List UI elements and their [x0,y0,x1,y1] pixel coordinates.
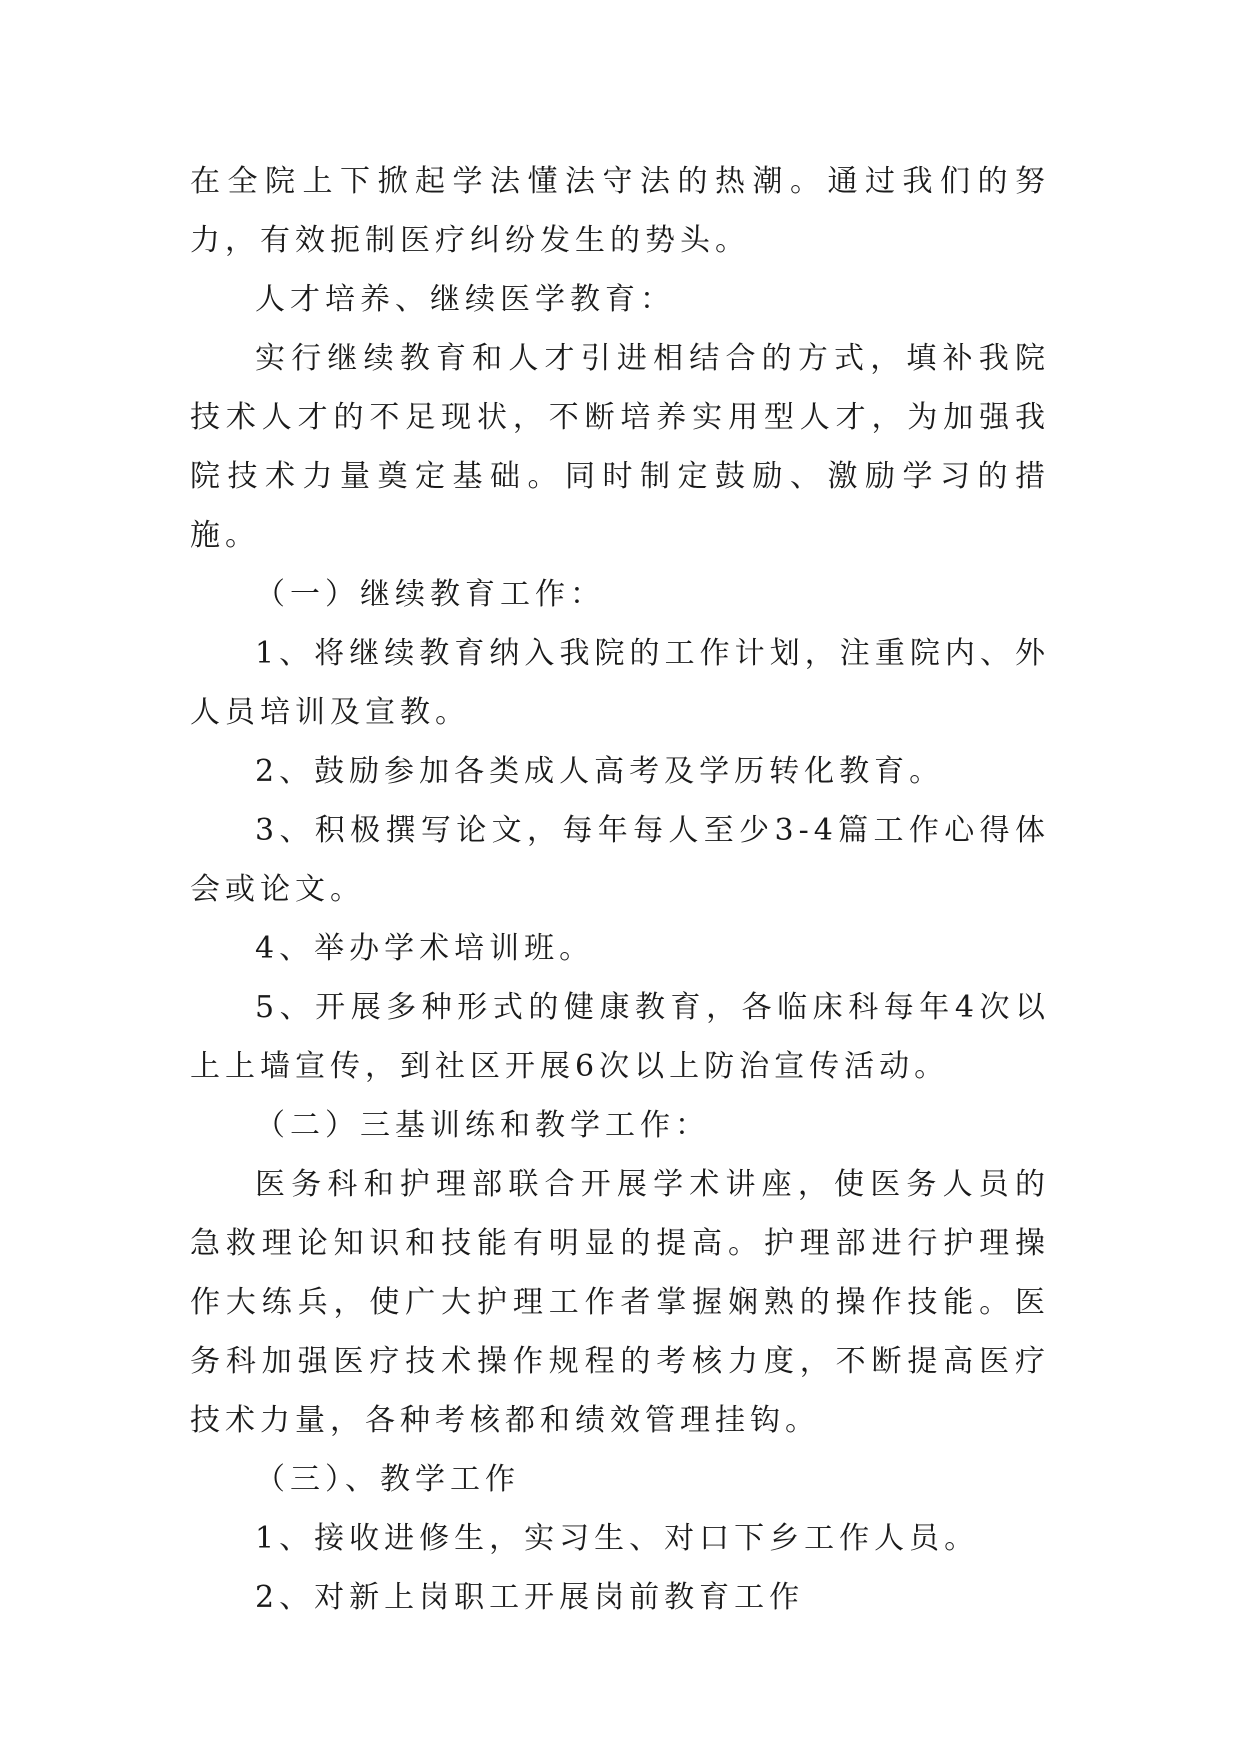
teaching-item-2: 2、对新上岗职工开展岗前教育工作 [255,1580,805,1615]
list-item-1: 1、将继续教育纳入我院的工作计划，注重院内、外人员培训及宣教。 [190,636,1050,730]
document-body [190,152,1050,1627]
subheading-three-basics: （二）三基训练和教学工作： [255,1108,710,1143]
teaching-item-1: 1、接收进修生，实习生、对口下乡工作人员。 [255,1521,980,1556]
list-item-5: 5、开展多种形式的健康教育，各临床科每年4次以上上墙宣传，到社区开展6次以上防治宣传活动。 [190,990,1050,1084]
list-item-3: 3、积极撰写论文，每年每人至少3-4篇工作心得体会或论文。 [190,813,1050,907]
paragraph-three-basics: 医务科和护理部联合开展学术讲座，使医务人员的急救理论知识和技能有明显的提高。护理部进行护理操作大练兵，使广大护理工作者掌握娴熟的操作技能。医务科加强医疗技术操作规程的考核力度，不断提高医疗技术力量，各种考核都和绩效管理挂钩。 [190,1167,1050,1438]
list-item-2: 2、鼓励参加各类成人高考及学历转化教育。 [255,754,945,789]
subheading-teaching: （三）、教学工作 [255,1462,520,1497]
subheading-continuing-education: （一）继续教育工作： [255,577,605,612]
paragraph-law-awareness: 在全院上下掀起学法懂法守法的热潮。通过我们的努力，有效扼制医疗纠纷发生的势头。 [190,164,1050,258]
heading-talent-training: 人才培养、继续医学教育： [255,282,675,317]
paragraph-talent-approach: 实行继续教育和人才引进相结合的方式，填补我院技术人才的不足现状，不断培养实用型人才，为加强我院技术力量奠定基础。同时制定鼓励、激励学习的措施。 [190,341,1050,553]
list-item-4: 4、举办学术培训班。 [255,931,595,966]
